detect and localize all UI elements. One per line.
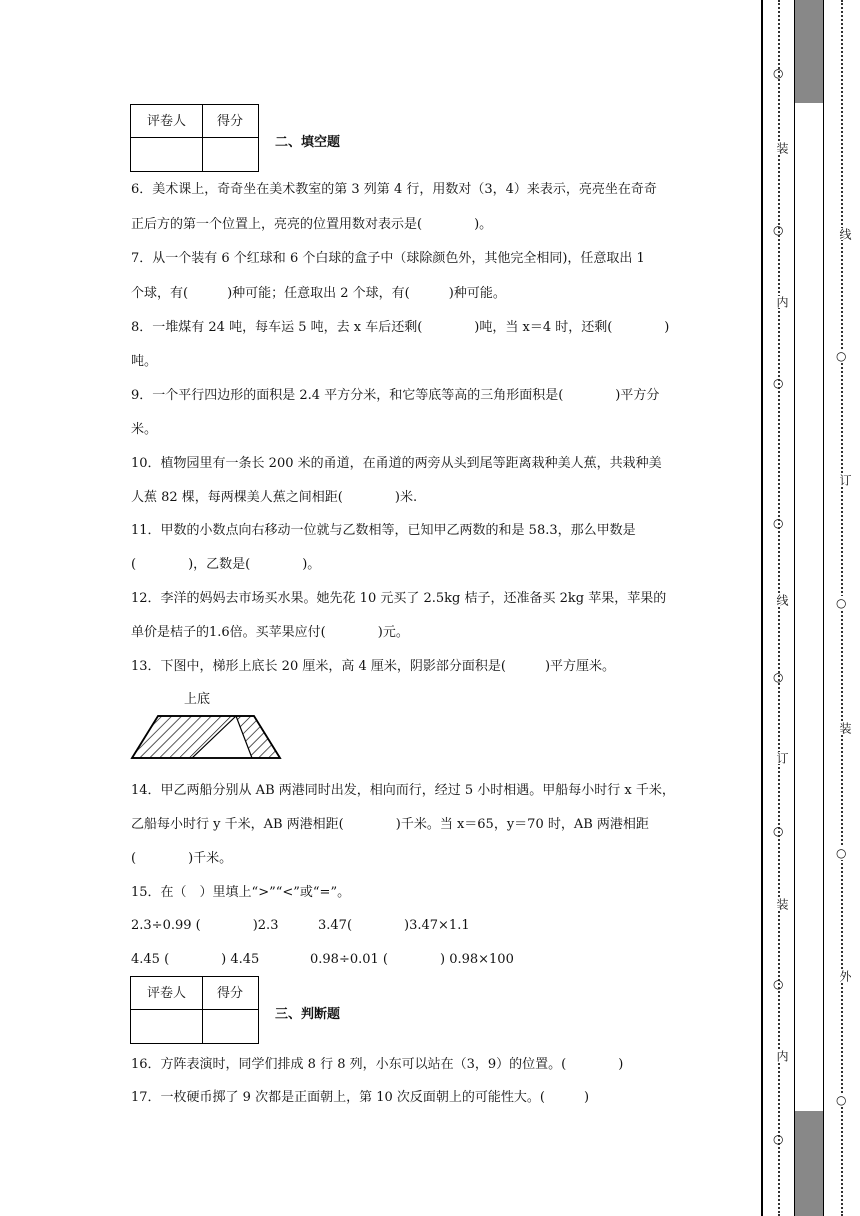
margin-inner-label-2: 内	[775, 296, 789, 308]
q17-text: 17．一枚硬币掷了 9 次都是正面朝上，第 10 次反面朝上的可能性大。( )	[131, 1090, 590, 1105]
margin-outer-label-4: 外	[838, 970, 852, 982]
gray-binding-bar	[794, 0, 824, 1216]
q9-line1: 9．一个平行四边形的面积是 2.4 平方分米，和它等底等高的三角形面积是( )平方分	[131, 388, 660, 403]
q6-line2: 正后方的第一个位置上，亮亮的位置用数对表示是( )。	[131, 217, 493, 232]
q12-line2: 单价是桔子的1.6倍。买苹果应付( )元。	[131, 625, 409, 640]
binding-margin: ○ ○ ○ ○ ○ ○ ○ ○ 装 内 订 线 装 内 ○ ○ ○ ○ 线 订 装 外	[758, 0, 860, 1216]
margin-inner-label-3: 订	[775, 752, 789, 764]
inner-dotted-line	[778, 0, 780, 1216]
q11-line2: ( )，乙数是( )。	[131, 557, 321, 572]
q9-line2: 米。	[131, 422, 158, 437]
margin-inner-label-4: 线	[775, 594, 789, 606]
q11-line1: 11．甲数的小数点向右移动一位就与乙数相等，已知甲乙两数的和是 58.3，那么甲数是	[131, 523, 636, 538]
margin-inner-label-6: 内	[775, 1050, 789, 1062]
q13-text: 13．下图中，梯形上底长 20 厘米，高 4 厘米，阴影部分面积是( )平方厘米。	[131, 659, 616, 674]
margin-inner-label-5: 装	[775, 898, 789, 910]
score-box-2	[130, 976, 259, 1044]
q6-line1: 6．美术课上，奇奇坐在美术教室的第 3 列第 4 行，用数对（3，4）来表示，亮亮坐在奇奇	[131, 182, 657, 197]
q7-line1: 7．从一个装有 6 个红球和 6 个白球的盒子中（球除颜色外，其他完全相同)，任意取出 1	[131, 251, 645, 266]
score-box-1	[130, 104, 259, 172]
section-title-judge: 三、判断题	[275, 1007, 341, 1022]
margin-outer-label-1: 线	[838, 228, 852, 240]
q10-line2: 人蕉 82 棵，每两棵美人蕉之间相距( )米.	[131, 490, 418, 505]
margin-outer-label-2: 订	[838, 474, 852, 486]
q14-line1: 14．甲乙两船分别从 AB 两港同时出发，相向而行，经过 5 小时相遇。甲船每小时行 x 千米，	[131, 783, 675, 798]
margin-border-left	[761, 0, 763, 1216]
q8-line2: 吨。	[131, 354, 158, 369]
q12-line1: 12．李洋的妈妈去市场买水果。她先花 10 元买了 2.5kg 桔子，还准备买 2kg 苹果，苹果的	[131, 591, 667, 606]
reviewer-cell[interactable]	[131, 1009, 203, 1043]
reviewer-label: 评卷人	[131, 977, 203, 1010]
trapezoid-figure	[130, 688, 282, 762]
q16-text: 16．方阵表演时，同学们排成 8 行 8 列，小东可以站在（3，9）的位置。( )	[131, 1057, 624, 1072]
margin-outer-label-3: 装	[838, 722, 852, 734]
q7-line2: 个球，有( )种可能；任意取出 2 个球，有( )种可能。	[131, 286, 506, 301]
margin-inner-label-1: 装	[775, 142, 789, 154]
q14-line2: 乙船每小时行 y 千米，AB 两港相距( )千米。当 x＝65，y＝70 时，AB 两港相距	[131, 817, 649, 832]
q15-compare-1b: 3.47( )3.47×1.1	[318, 918, 470, 933]
figure-label-top-base: 上底	[184, 692, 211, 707]
score-label: 得分	[202, 977, 258, 1010]
score-label: 得分	[202, 105, 258, 138]
section-title-fill: 二、填空题	[275, 135, 341, 150]
trapezoid-svg	[130, 688, 282, 762]
reviewer-cell[interactable]	[131, 137, 203, 171]
q8-line1: 8．一堆煤有 24 吨，每车运 5 吨，去 x 车后还剩( )吨，当 x＝4 时，还剩( )	[131, 320, 670, 335]
q15-compare-1a: 2.3÷0.99 ( )2.3	[131, 918, 279, 933]
q14-line3: ( )千米。	[131, 851, 233, 866]
q10-line1: 10．植物园里有一条长 200 米的甬道，在甬道的两旁从头到尾等距离栽种美人蕉，共栽种美	[131, 456, 662, 471]
q15-text: 15．在（ ）里填上“>”“<”或“=”。	[131, 885, 351, 900]
reviewer-label: 评卷人	[131, 105, 203, 138]
q15-compare-2b: 0.98÷0.01 ( ) 0.98×100	[310, 952, 514, 967]
q15-compare-2a: 4.45 ( ) 4.45	[131, 952, 260, 967]
